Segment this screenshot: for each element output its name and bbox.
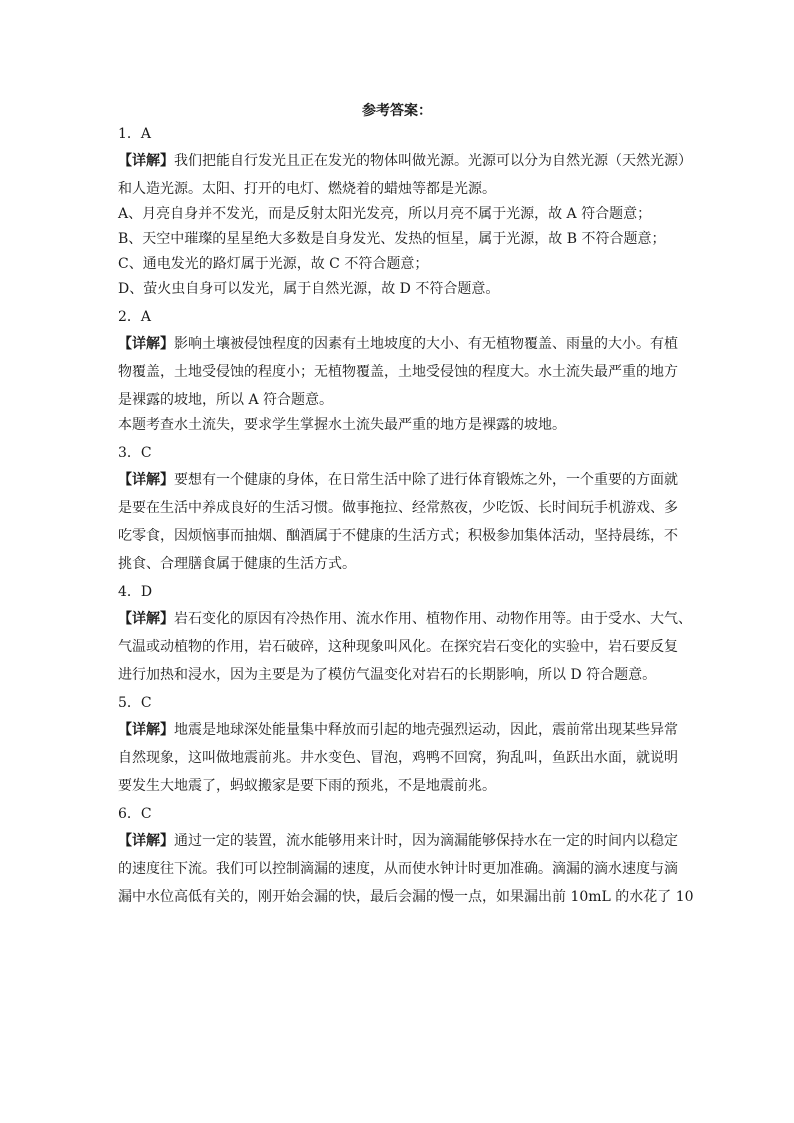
line-text: 漏中水位高低有关的，刚开始会漏的快，最后会漏的慢一点，如果漏出前 10mL 的水花了 10 [118,889,694,905]
page-title: 参考答案： [362,103,432,119]
text-line [118,526,678,546]
line-text: 自然现象，这叫做地震前兆。井水变色、冒泡，鸡鸭不回窝，狗乱叫，鱼跃出水面，就说明 [118,750,678,766]
line-text: 通过一定的装置，流水能够用来计时，因为滴漏能够保持水在一定的时间内以稳定 [174,833,678,849]
answer-paragraph [118,334,678,410]
text-line [118,859,678,879]
line-text: 本题考查水土流失，要求学生掌握水土流失最严重的地方是裸露的坡地。 [118,417,566,433]
line-text: 和人造光源。太阳、打开的电灯、燃烧着的蜡烛等都是光源。 [118,181,496,197]
line-text: C、通电发光的路灯属于光源，故 C 不符合题意； [118,256,429,272]
line-text: 要发生大地震了，蚂蚁搬家是要下雨的预兆，不是地震前兆。 [118,778,496,794]
line-text: D、萤火虫自身可以发光，属于自然光源，故 D 不符合题意。 [118,281,500,297]
answer-paragraph [118,151,692,199]
text-line [118,334,678,354]
detail-tag: 【详解】 [118,833,174,849]
answer-number: 3．C [118,445,152,461]
detail-tag: 【详解】 [118,153,174,169]
line-text: 吃零食，因烦恼事而抽烟、酗酒属于不健康的生活方式；积极参加集体活动，坚持晨练，不 [118,528,678,544]
line-text: 我们把能自行发光且正在发光的物体叫做光源。光源可以分为自然光源（天然光源） [174,153,692,169]
line-text: 物覆盖，土地受侵蚀的程度小；无植物覆盖，土地受侵蚀的程度大。水土流失最严重的地方 [118,364,678,380]
text-line [118,254,678,274]
text-line [118,776,678,796]
line-text: 气温或动植物的作用，岩石破碎，这种现象叫风化。在探究岩石变化的实验中，岩石要反复 [118,639,678,655]
detail-tag: 【详解】 [118,472,174,488]
answer-paragraph [118,470,678,574]
text-line [118,831,678,851]
line-text: B、天空中璀璨的星星绝大多数是自身发光、发热的恒星，属于光源，故 B 不符合题意； [118,231,666,247]
answer-paragraph [118,254,678,274]
text-line [118,415,678,435]
line-text: 影响土壤被侵蚀程度的因素有土地坡度的大小、有无植物覆盖、雨量的大小。有植 [174,336,678,352]
answer-number: 2．A [118,309,152,325]
text-line [118,609,692,629]
line-text: 进行加热和浸水，因为主要是为了模仿气温变化对岩石的长期影响，所以 D 符合题意。 [118,667,657,683]
text-line [118,554,678,574]
answer-paragraph [118,720,678,796]
answer-paragraph [118,279,678,299]
detail-tag: 【详解】 [118,611,174,627]
line-text: 是要在生活中养成良好的生活习惯。做事拖拉、经常熬夜，少吃饭、长时间玩手机游戏、多 [118,500,678,516]
line-text: 要想有一个健康的身体，在日常生活中除了进行体育锻炼之外，一个重要的方面就 [174,472,678,488]
text-line [118,229,678,249]
text-line [118,470,678,490]
answer-paragraph [118,204,678,224]
text-line [118,151,692,171]
answer-paragraph [118,415,678,435]
line-text: 挑食、合理膳食属于健康的生活方式。 [118,556,356,572]
text-line [118,362,678,382]
line-text: 的速度往下流。我们可以控制滴漏的速度，从而使水钟计时更加准确。滴漏的滴水速度与滴 [118,861,678,877]
answer-paragraph [118,609,692,685]
text-line [118,748,678,768]
answer-number: 6．C [118,806,152,822]
text-line [118,887,694,907]
answer-number: 1．A [118,126,152,142]
answer-paragraph [118,831,694,907]
line-text: A、月亮自身并不发光，而是反射太阳光发亮，所以月亮不属于光源，故 A 符合题意； [118,206,652,222]
line-text: 是裸露的坡地，所以 A 符合题意。 [118,392,334,408]
detail-tag: 【详解】 [118,336,174,352]
answer-list [118,124,694,912]
text-line [118,637,678,657]
line-text: 岩石变化的原因有冷热作用、流水作用、植物作用、动物作用等。由于受水、大气、 [174,611,692,627]
answer-number: 5．C [118,695,152,711]
detail-tag: 【详解】 [118,722,174,738]
text-line [118,390,678,410]
text-line [118,279,678,299]
text-line [118,204,678,224]
answer-paragraph [118,229,678,249]
line-text: 地震是地球深处能量集中释放而引起的地壳强烈运动，因此，震前常出现某些异常 [174,722,678,738]
text-line [118,720,678,740]
text-line [118,665,678,685]
text-line [118,179,678,199]
text-line [118,498,678,518]
answer-number: 4．D [118,584,153,600]
